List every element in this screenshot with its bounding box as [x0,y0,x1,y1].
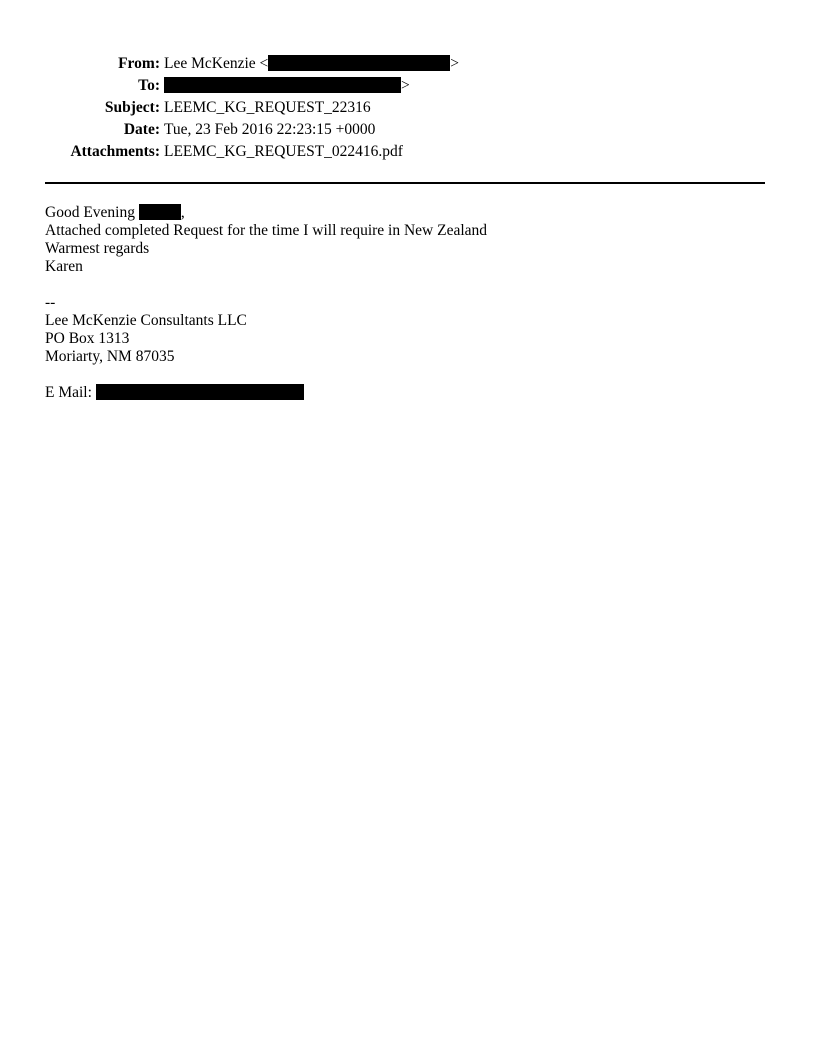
header-divider [45,182,765,184]
email-header [40,53,459,163]
date-label: Date: [123,121,160,138]
sender-name: Karen [45,258,83,275]
from-value [164,53,459,75]
date-value: Tue, 23 Feb 2016 22:23:15 +0000 [164,121,376,138]
redaction-block [268,55,450,71]
from-name: Lee McKenzie < [164,55,269,72]
redaction-block [164,77,401,93]
signature-separator: -- [45,294,56,311]
subject-row [40,97,459,119]
to-close: > [401,77,410,94]
closing-line: Warmest regards [45,240,150,257]
attachments-label: Attachments: [70,143,160,160]
signature-email [45,384,487,402]
attachments-row [40,141,459,163]
spacer [45,276,487,294]
email-label: E Mail: [45,384,96,401]
greeting-punct: , [180,204,185,221]
to-label: To: [138,77,160,94]
from-row [40,53,459,75]
redaction-block [139,204,181,220]
greeting-text: Good Evening [45,204,139,221]
subject-value: LEEMC_KG_REQUEST_22316 [164,99,371,116]
to-value [164,75,410,97]
from-close: > [450,55,460,72]
signature-city: Moriarty, NM 87035 [45,348,175,365]
spacer [45,366,487,384]
date-row [40,119,459,141]
from-label: From: [118,55,160,72]
body-line: Attached completed Request for the time I will require in New Zealand [45,222,488,239]
signature-po-box: PO Box 1313 [45,330,130,347]
subject-label: Subject: [104,99,160,116]
greeting-line [45,204,487,222]
redaction-block [96,384,304,400]
to-row [40,75,459,97]
signature-company: Lee McKenzie Consultants LLC [45,312,247,329]
attachment-filename: LEEMC_KG_REQUEST_022416.pdf [164,143,403,160]
email-body [45,204,487,402]
